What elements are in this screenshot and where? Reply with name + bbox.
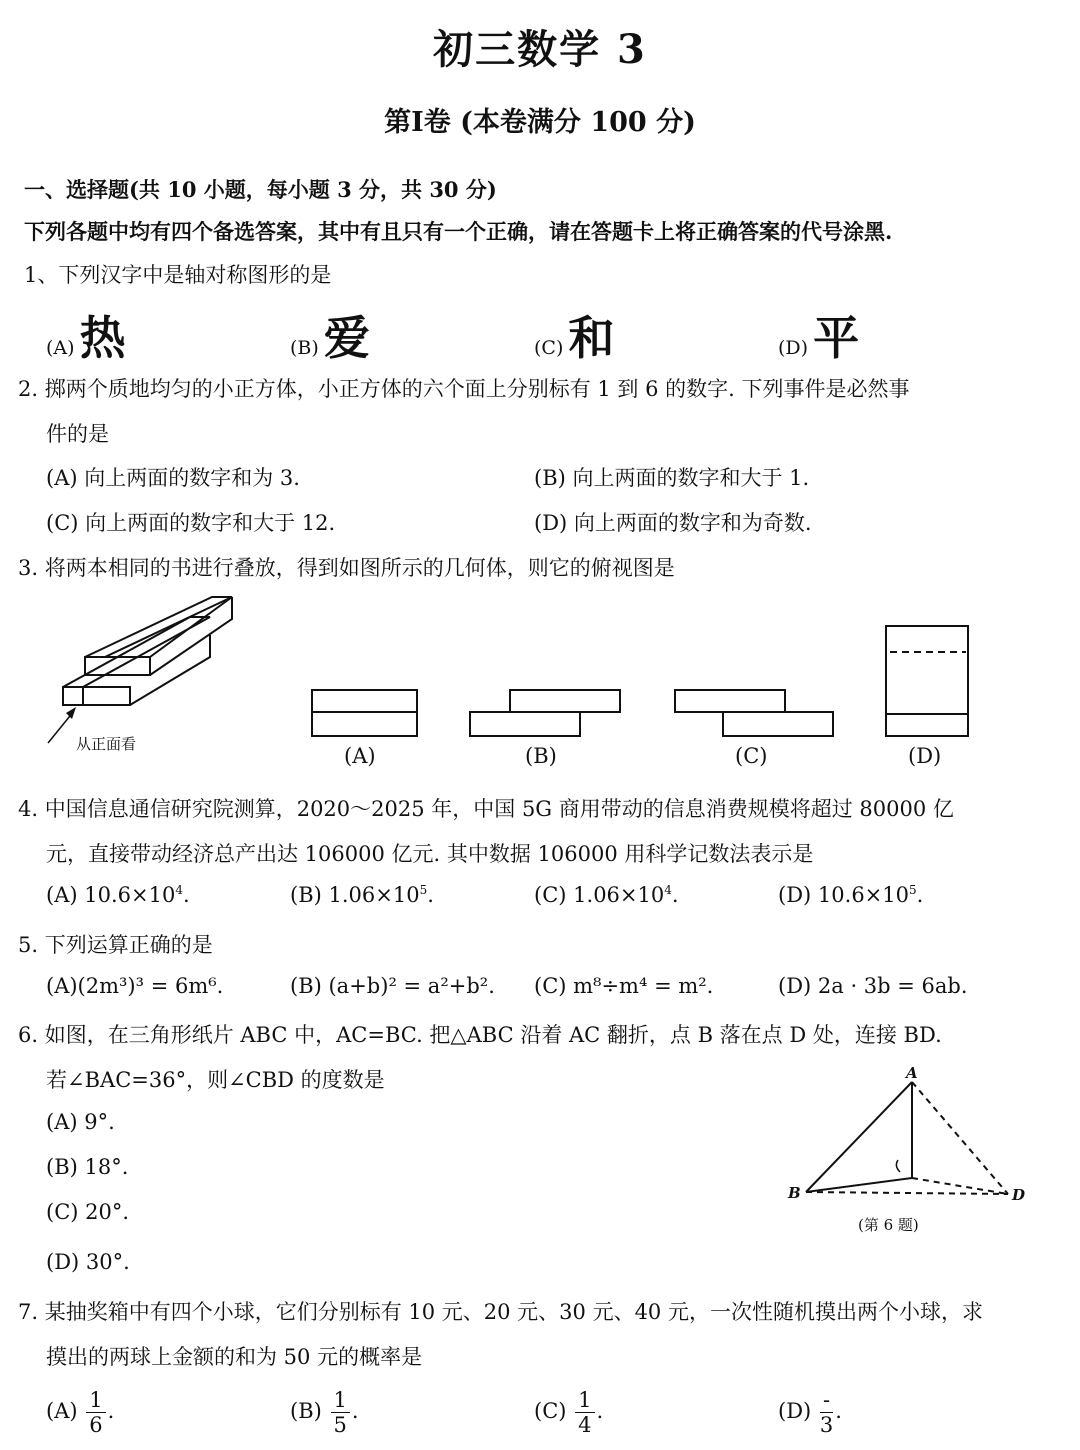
q7-b-numerator: 1: [331, 1388, 350, 1413]
q7-option-c: (C) $\frac{1}{4}$ .: [534, 1388, 604, 1437]
q1-option-a: [46, 302, 126, 368]
q3-topview-options: [300, 620, 1000, 745]
q7-option-b-label: (B): [290, 1399, 322, 1423]
q3-d-rect: [886, 626, 968, 736]
q7-option-a: (A) $\frac{1}{6}$ .: [46, 1388, 115, 1437]
q4-stem-line1: 4. 中国信息通信研究院测算，2020～2025 年，中国 5G 商用带动的信息消费规模将超过 80000 亿: [18, 797, 954, 821]
q7-stem-line1: 7. 某抽奖箱中有四个小球，它们分别标有 10 元、20 元、30 元、40 元，一次性随机摸出两个小球，求: [18, 1300, 983, 1324]
q5-stem: 5. 下列运算正确的是: [18, 933, 213, 957]
page-title: 初三数学 3: [433, 26, 647, 73]
q7-option-a-label: (A): [46, 1399, 78, 1423]
q6-option-d: (D) 30°.: [46, 1250, 130, 1274]
segment-cd-dashed: [912, 1178, 1008, 1194]
q1-option-b-label: (B): [290, 337, 319, 359]
q1-option-d-char: 平: [813, 311, 860, 365]
q7-option-c-label: (C): [534, 1399, 567, 1423]
q4-option-a-tail: .: [182, 883, 190, 907]
q3-c-rect-top: [675, 690, 785, 712]
q4-option-b-exp: 5: [419, 883, 428, 897]
q4-option-a: [46, 883, 190, 907]
q2-option-b: (B) 向上两面的数字和大于 1.: [534, 466, 810, 490]
q6-stem-line2: 若∠BAC=36°，则∠CBD 的度数是: [46, 1068, 385, 1092]
q4-option-c-base: 1.06×10: [573, 883, 665, 907]
q4-option-d: [778, 883, 923, 907]
q6-option-a: (A) 9°.: [46, 1110, 115, 1134]
point-label-b: B: [788, 1184, 801, 1202]
q4-option-b: [290, 883, 434, 907]
segment-ad-dashed: [912, 1082, 1008, 1194]
q4-option-d-base: 10.6×10: [817, 883, 909, 907]
section-subtitle: 第Ⅰ卷 (本卷满分 100 分): [384, 107, 696, 138]
q1-option-a-label: (A): [46, 337, 75, 359]
q3-label-c: (C): [735, 744, 768, 768]
q7-option-b: (B) $\frac{1}{5}$ .: [290, 1388, 359, 1437]
q1-option-b-char: 爱: [323, 311, 370, 365]
q3-label-b: (B): [525, 744, 557, 768]
q3-label-d: (D): [908, 744, 942, 768]
arrow-head-icon: [66, 707, 76, 719]
q7-option-d-fraction: [820, 1388, 833, 1437]
q7-d-numerator: -: [820, 1388, 833, 1413]
q4-option-d-label: (D): [778, 883, 812, 907]
q4-option-a-label: (A): [46, 883, 78, 907]
q4-option-c-tail: .: [671, 883, 679, 907]
q3-arrow-label: 从正面看: [76, 735, 137, 753]
q2-stem-line2: 件的是: [46, 422, 109, 446]
q7-option-b-fraction: [331, 1388, 350, 1437]
q4-option-c: [534, 883, 679, 907]
q3-b-rect-top: [510, 690, 620, 712]
q7-c-numerator: 1: [575, 1388, 594, 1413]
q4-option-c-label: (C): [534, 883, 567, 907]
q5-option-b: (B) (a+b)² = a²+b².: [290, 974, 495, 998]
q7-a-denominator: 6: [89, 1413, 103, 1437]
segment-bc: [806, 1178, 912, 1192]
q4-option-a-exp: 4: [175, 883, 183, 897]
q3-books-figure: [40, 595, 250, 755]
q6-stem-line1: 6. 如图，在三角形纸片 ABC 中，AC=BC. 把△ABC 沿着 AC 翻折，点 B 落在点 D 处，连接 BD.: [18, 1023, 942, 1047]
point-label-a: A: [906, 1064, 918, 1082]
q1-stem: 1、下列汉字中是轴对称图形的是: [24, 263, 332, 287]
q6-option-b: (B) 18°.: [46, 1155, 129, 1179]
q4-option-b-label: (B): [290, 883, 322, 907]
q2-stem-line1: 2. 掷两个质地均匀的小正方体，小正方体的六个面上分别标有 1 到 6 的数字. 下列事件是必然事: [18, 377, 910, 401]
angle-mark: [896, 1160, 900, 1172]
q4-option-b-base: 1.06×10: [328, 883, 420, 907]
q7-stem-line2: 摸出的两球上金额的和为 50 元的概率是: [46, 1345, 423, 1369]
q3-c-rect-bottom: [723, 712, 833, 736]
q1-option-c: [534, 302, 614, 368]
q3-stem: 3. 将两本相同的书进行叠放，得到如图所示的几何体，则它的俯视图是: [18, 556, 675, 580]
q6-option-c: (C) 20°.: [46, 1200, 130, 1224]
q2-option-d: (D) 向上两面的数字和为奇数.: [534, 511, 812, 535]
q7-option-d-label: (D): [778, 1399, 812, 1423]
q2-option-a: (A) 向上两面的数字和为 3.: [46, 466, 300, 490]
q7-d-denominator: 3: [819, 1413, 834, 1437]
q7-b-denominator: 5: [333, 1413, 347, 1437]
q1-option-d-label: (D): [778, 337, 809, 359]
q6-figure-caption: (第 6 题): [858, 1216, 919, 1234]
q1-option-d: [778, 302, 859, 368]
q5-option-c: (C) m⁸÷m⁴ = m².: [534, 974, 714, 998]
point-label-d: D: [1012, 1186, 1026, 1204]
q5-option-a: (A)(2m³)³ = 6m⁶.: [46, 974, 224, 998]
q4-option-a-base: 10.6×10: [84, 883, 176, 907]
q4-option-c-exp: 4: [664, 883, 672, 897]
q4-option-d-exp: 5: [909, 883, 917, 897]
q3-b-rect-bottom: [470, 712, 580, 736]
q1-option-c-char: 和: [568, 311, 615, 365]
q6-triangle-figure: [780, 1062, 1040, 1212]
q1-option-c-label: (C): [534, 337, 564, 359]
q7-option-d: (D) $\frac{-}{3}$ .: [778, 1388, 842, 1437]
q1-option-b: [290, 302, 370, 368]
q5-option-d: (D) 2a · 3b = 6ab.: [778, 974, 968, 998]
segment-ab: [806, 1082, 912, 1192]
q4-option-d-tail: .: [916, 883, 924, 907]
instruction-text: 下列各题中均有四个备选答案，其中有且只有一个正确，请在答题卡上将正确答案的代号涂黑.: [24, 219, 893, 244]
q4-option-b-tail: .: [427, 883, 434, 907]
section-heading: 一、选择题(共 10 小题，每小题 3 分，共 30 分): [24, 177, 497, 202]
q7-c-denominator: 4: [578, 1413, 592, 1437]
q1-option-a-char: 热: [79, 311, 126, 365]
q7-a-numerator: 1: [86, 1388, 105, 1413]
q3-label-a: (A): [344, 744, 376, 768]
q3-a-rect-bottom: [312, 712, 417, 736]
q7-option-a-fraction: [86, 1388, 105, 1437]
q7-option-c-fraction: [575, 1388, 594, 1437]
q3-a-rect-top: [312, 690, 417, 712]
q2-option-c: (C) 向上两面的数字和大于 12.: [46, 511, 336, 535]
q4-stem-line2: 元，直接带动经济总产出达 106000 亿元. 其中数据 106000 用科学记数法表示是: [46, 842, 814, 866]
segment-bd-dashed: [806, 1192, 1008, 1194]
